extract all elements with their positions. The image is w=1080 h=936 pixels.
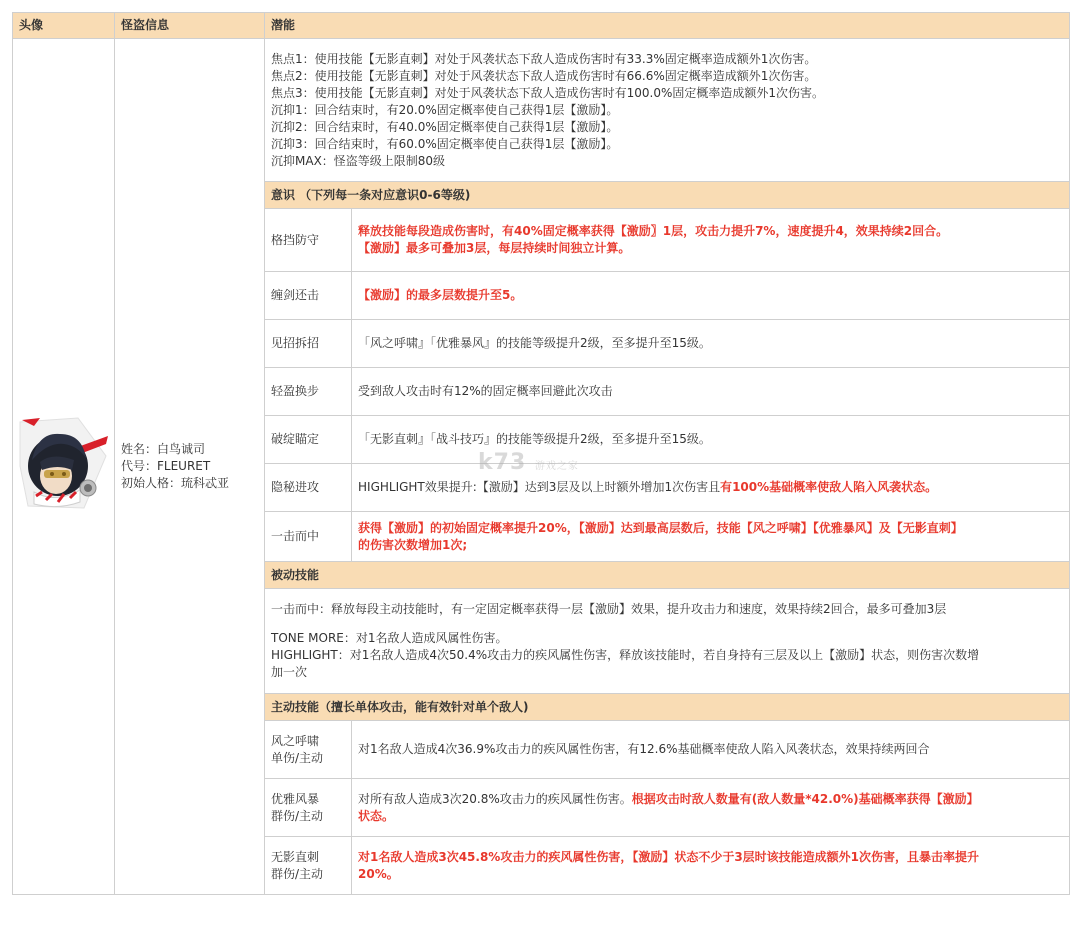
- watermark-main: k73: [478, 450, 527, 475]
- awareness-desc-red: 释放技能每段造成伤害时，有40%固定概率获得【激励〗1层，攻击力提升7%，速度提升4，效果持续2回合。: [358, 224, 949, 238]
- active-skill-name: [265, 837, 352, 895]
- potential-line: 焦点1：使用技能【无影直刺】对处于风袭状态下敌人造成伤害时有33.3%固定概率造成额外1次伤害。: [271, 51, 817, 66]
- awareness-desc-red: 【激励】的最多层数提升至5。: [358, 288, 523, 302]
- watermark-sub: 游戏之家: [534, 461, 579, 472]
- header-avatar: 头像: [13, 13, 115, 39]
- passive-line: 一击而中：释放每段主动技能时，有一定固定概率获得一层【激励】效果，提升攻击力和速度，效果持续2回合，最多可叠加3层: [271, 602, 947, 616]
- awareness-desc: 「风之呼啸』「优雅暴风』的技能等级提升2级，至多提升至15级。: [352, 320, 1070, 368]
- potential-line: 沉抑1：回合结束时，有20.0%固定概率使自己获得1层【激励】。: [271, 102, 619, 117]
- awareness-desc-red: 获得【激励】的初始固定概率提升20%，【激励】达到最高层数后，技能【风之呼啸】【优雅暴风】及【无影直刺】: [358, 520, 963, 535]
- awareness-desc-red: 的伤害次数增加1次;: [358, 537, 468, 552]
- awareness-desc-text: HIGHLIGHT效果提升:【激励】达到3层及以上时额外增加1次伤害且: [358, 480, 721, 494]
- header-potential: 潜能: [265, 13, 1070, 39]
- awareness-desc: 「无影直刺』「战斗技巧』的技能等级提升2级，至多提升至15级。: [352, 416, 1070, 464]
- active-skill-desc: 对1名敌人造成4次36.9%攻击力的疾风属性伤害，有12.6%基础概率使敌人陷入风袭状态，效果持续两回合: [352, 721, 1070, 779]
- active-skill-desc: [352, 779, 1070, 837]
- skill-table: [12, 12, 1070, 895]
- thief-persona: 初始人格：琉科忒亚: [121, 476, 230, 490]
- awareness-name: 轻盈换步: [265, 368, 352, 416]
- active-skill-red: 对1名敌人造成3次45.8%攻击力的疾风属性伤害，【激励】状态不少于3层时该技能造成额外1次伤害，且暴击率提升: [358, 849, 980, 864]
- passive-desc: [265, 589, 1070, 694]
- active-skill-red: 20%。: [358, 866, 399, 881]
- passive-line: 加一次: [271, 665, 308, 679]
- active-skill-label: 无影直刺: [271, 849, 320, 864]
- active-skill-red: 状态。: [358, 808, 395, 823]
- active-skill-type: 单伤/主动: [271, 750, 324, 765]
- thief-code: 代号：FLEURET: [121, 459, 211, 473]
- active-skill-type: 群伤/主动: [271, 866, 324, 881]
- awareness-name: 破绽瞄定: [265, 416, 352, 464]
- character-avatar: [18, 416, 110, 512]
- awareness-title: 意识 （下列每一条对应意识0-6等级): [265, 182, 1070, 209]
- thief-name: 姓名：白鸟诚司: [121, 442, 206, 456]
- awareness-name: 缠剑还击: [265, 272, 352, 320]
- active-skill-label: 风之呼啸: [271, 733, 320, 748]
- awareness-desc: [352, 209, 1070, 272]
- awareness-name: 格挡防守: [265, 209, 352, 272]
- potential-cell: [265, 39, 1070, 182]
- potential-line: 沉抑2：回合结束时，有40.0%固定概率使自己获得1层【激励】。: [271, 119, 619, 134]
- passive-line: TONE MORE：对1名敌人造成风属性伤害。: [271, 631, 508, 645]
- active-skill-desc: [352, 837, 1070, 895]
- active-skill-text: 对所有敌人造成3次20.8%攻击力的疾风属性伤害。: [358, 791, 632, 806]
- awareness-name: 一击而中: [265, 512, 352, 562]
- passive-line: HIGHLIGHT：对1名敌人造成4次50.4%攻击力的疾风属性伤害，释放该技能时，若自身持有三层及以上【激励】状态，则伤害次数增: [271, 648, 980, 662]
- header-info: 怪盗信息: [115, 13, 265, 39]
- active-skill-name: [265, 779, 352, 837]
- awareness-desc: [352, 272, 1070, 320]
- awareness-desc-red: 【激励】最多可叠加3层，每层持续时间独立计算。: [358, 241, 631, 255]
- awareness-desc: 受到敌人攻击时有12%的固定概率回避此次攻击: [352, 368, 1070, 416]
- active-skill-label: 优雅风暴: [271, 791, 320, 806]
- active-skill-name: [265, 721, 352, 779]
- potential-line: 焦点2：使用技能【无影直刺】对处于风袭状态下敌人造成伤害时有66.6%固定概率造成额外1次伤害。: [271, 68, 817, 83]
- awareness-desc: [352, 512, 1070, 562]
- active-skill-type: 群伤/主动: [271, 808, 324, 823]
- potential-line: 沉抑3：回合结束时，有60.0%固定概率使自己获得1层【激励】。: [271, 136, 619, 151]
- awareness-desc: [352, 464, 1070, 512]
- potential-line: 焦点3：使用技能【无影直刺】对处于风袭状态下敌人造成伤害时有100.0%固定概率造成额外1次伤害。: [271, 85, 825, 100]
- active-skill-red: 根据攻击时敌人数量有(敌人数量*42.0%)基础概率获得【激励】: [631, 791, 979, 806]
- awareness-name: 隐秘进攻: [265, 464, 352, 512]
- potential-line: 沉抑MAX：怪盗等级上限制80级: [271, 153, 446, 168]
- awareness-name: 见招拆招: [265, 320, 352, 368]
- awareness-desc-red: 有100%基础概率使敌人陷入风袭状态。: [720, 480, 938, 494]
- active-title: 主动技能（擅长单体攻击，能有效针对单个敌人): [265, 694, 1070, 721]
- passive-title: 被动技能: [265, 562, 1070, 589]
- avatar-cell: [13, 39, 115, 895]
- thief-info-cell: [115, 39, 265, 895]
